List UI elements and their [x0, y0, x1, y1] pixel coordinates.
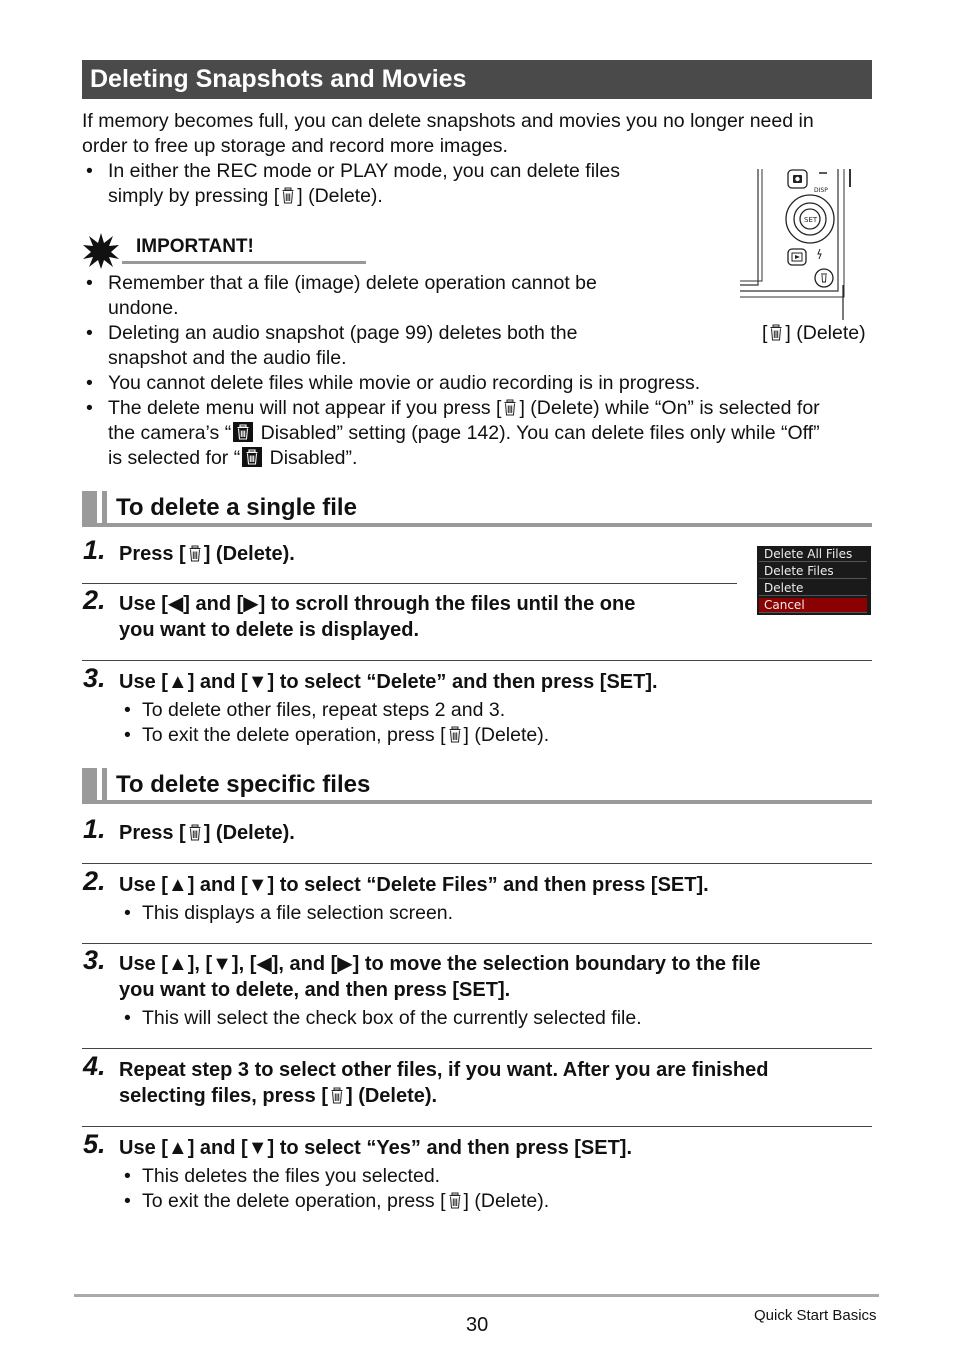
intro-bullet-post: ] (Delete). [297, 185, 383, 207]
step-1-pre: Press [ [119, 543, 186, 565]
section-title-specific: To delete specific files [116, 771, 371, 798]
footer-section-name: Quick Start Basics [754, 1307, 877, 1324]
heading-bar [102, 491, 107, 527]
bullet-dot: • [86, 322, 93, 344]
heading-underline [82, 800, 872, 804]
sub-pre: To exit the delete operation, press [ [142, 724, 446, 746]
sub-text: This deletes the files you selected. [142, 1165, 441, 1187]
set-label: SET [804, 216, 818, 224]
single-step-2 [119, 591, 739, 643]
step-divider [82, 583, 737, 584]
trash-icon [282, 187, 294, 204]
trash-disabled-icon [242, 447, 262, 467]
step-number: 3. [83, 945, 106, 975]
important-b4-line2-post: Disabled” setting (page 142). You can delete files only while “Off” [255, 422, 820, 444]
trash-icon [504, 399, 516, 416]
single-step-3: Use [▲] and [▼] to select “Delete” and then press [SET]. [119, 671, 658, 693]
specific-step-4 [119, 1057, 871, 1109]
starburst-icon [82, 232, 120, 275]
trash-icon [770, 324, 782, 341]
step-number: 2. [83, 585, 106, 615]
step-1-post: ] (Delete). [203, 543, 295, 565]
page-title: Deleting Snapshots and Movies [82, 60, 872, 99]
step-number: 3. [83, 663, 106, 693]
intro-paragraph [82, 109, 814, 159]
single-step-1 [119, 541, 295, 567]
important-b4-line3-pre: is selected for “ [108, 447, 241, 469]
specific-step-5: Use [▲] and [▼] to select “Yes” and then press [SET]. [119, 1137, 633, 1159]
bullet-dot: • [124, 724, 131, 746]
intro-bullet-pre: simply by pressing [ [108, 185, 280, 207]
trash-icon [189, 824, 201, 841]
sub-text: This will select the check box of the currently selected file. [142, 1007, 642, 1029]
important-b4-line2-pre: the camera’s “ [108, 422, 232, 444]
important-b1-line-1: Remember that a file (image) delete operation cannot be [108, 272, 597, 294]
step-divider [82, 660, 872, 661]
step-4-post: ] (Delete). [345, 1085, 438, 1107]
step-3-line-2: you want to delete, and then press [SET]. [119, 979, 511, 1001]
step-divider [82, 1048, 872, 1049]
menu-item-delete-all-files: Delete All Files [759, 547, 867, 562]
step-2-line-2: you want to delete is displayed. [119, 619, 420, 641]
camera-back-illustration [738, 165, 858, 325]
sub-text: This displays a file selection screen. [142, 902, 454, 924]
bullet-dot: • [86, 160, 93, 182]
important-label: IMPORTANT! [136, 236, 254, 257]
bullet-dot: • [124, 1190, 131, 1212]
sub-post: ] (Delete). [463, 1190, 550, 1212]
heading-underline [82, 523, 872, 527]
sub-pre: To exit the delete operation, press [ [142, 1190, 446, 1212]
step-1-post: ] (Delete). [203, 822, 295, 844]
heading-bar [82, 491, 97, 527]
sub-post: ] (Delete). [463, 724, 550, 746]
step-1-pre: Press [ [119, 822, 186, 844]
step-4-line-1: Repeat step 3 to select other files, if you want. After you are finished [119, 1059, 769, 1081]
trash-icon [449, 1192, 461, 1209]
section-title-single: To delete a single file [116, 494, 357, 521]
specific-step-3 [119, 951, 871, 1003]
menu-item-delete: Delete [759, 581, 867, 596]
bullet-dot: • [86, 397, 93, 419]
trash-icon [449, 726, 461, 743]
bullet-dot: • [124, 1165, 131, 1187]
important-b2-line-1: Deleting an audio snapshot (page 99) deletes both the [108, 322, 578, 344]
important-b3-line: You cannot delete files while movie or audio recording is in progress. [108, 372, 701, 394]
caption-pre: [ [762, 322, 768, 344]
specific-step-1 [119, 820, 295, 846]
heading-bar [82, 768, 97, 804]
footer-divider [74, 1294, 879, 1297]
disp-label: DISP [814, 187, 828, 194]
trash-disabled-icon [233, 422, 253, 442]
caption-post: ] (Delete) [785, 322, 866, 344]
heading-bar [102, 768, 107, 804]
sub-text: To delete other files, repeat steps 2 and 3. [142, 699, 506, 721]
menu-item-delete-files: Delete Files [759, 564, 867, 579]
bullet-dot: • [124, 902, 131, 924]
menu-item-cancel: Cancel [759, 598, 867, 613]
step-number: 1. [83, 814, 106, 844]
bullet-dot: • [124, 699, 131, 721]
important-underline [122, 261, 366, 264]
step-number: 1. [83, 535, 106, 565]
step-divider [82, 943, 872, 944]
step-4-pre: selecting files, press [ [119, 1085, 328, 1107]
step-number: 4. [83, 1051, 106, 1081]
intro-bullet-line-1: In either the REC mode or PLAY mode, you can delete files [108, 160, 620, 182]
important-b4-pre: The delete menu will not appear if you press [ [108, 397, 502, 419]
bullet-dot: • [124, 1007, 131, 1029]
step-number: 5. [83, 1129, 106, 1159]
section-heading-specific [82, 768, 872, 806]
intro-line-1: If memory becomes full, you can delete snapshots and movies you no longer need in [82, 110, 814, 132]
bullet-dot: • [86, 372, 93, 394]
step-divider [82, 863, 872, 864]
specific-step-2: Use [▲] and [▼] to select “Delete Files” and then press [SET]. [119, 874, 709, 896]
bullet-dot: • [86, 272, 93, 294]
trash-icon [189, 545, 201, 562]
section-heading-single [82, 491, 872, 529]
trash-icon [331, 1087, 343, 1104]
important-b4-post: ] (Delete) while “On” is selected for [519, 397, 820, 419]
delete-menu-screenshot [757, 546, 871, 615]
page-number: 30 [466, 1314, 489, 1336]
step-number: 2. [83, 866, 106, 896]
intro-line-2: order to free up storage and record more images. [82, 135, 508, 157]
important-b2-line-2: snapshot and the audio file. [108, 347, 347, 369]
important-b1-line-2: undone. [108, 297, 179, 319]
step-2-line-1: Use [◀] and [▶] to scroll through the files until the one [119, 593, 636, 615]
step-divider [82, 1126, 872, 1127]
step-3-line-1: Use [▲], [▼], [◀], and [▶] to move the selection boundary to the file [119, 953, 761, 975]
important-b4-line3-post: Disabled”. [264, 447, 358, 469]
camera-caption [762, 321, 866, 346]
